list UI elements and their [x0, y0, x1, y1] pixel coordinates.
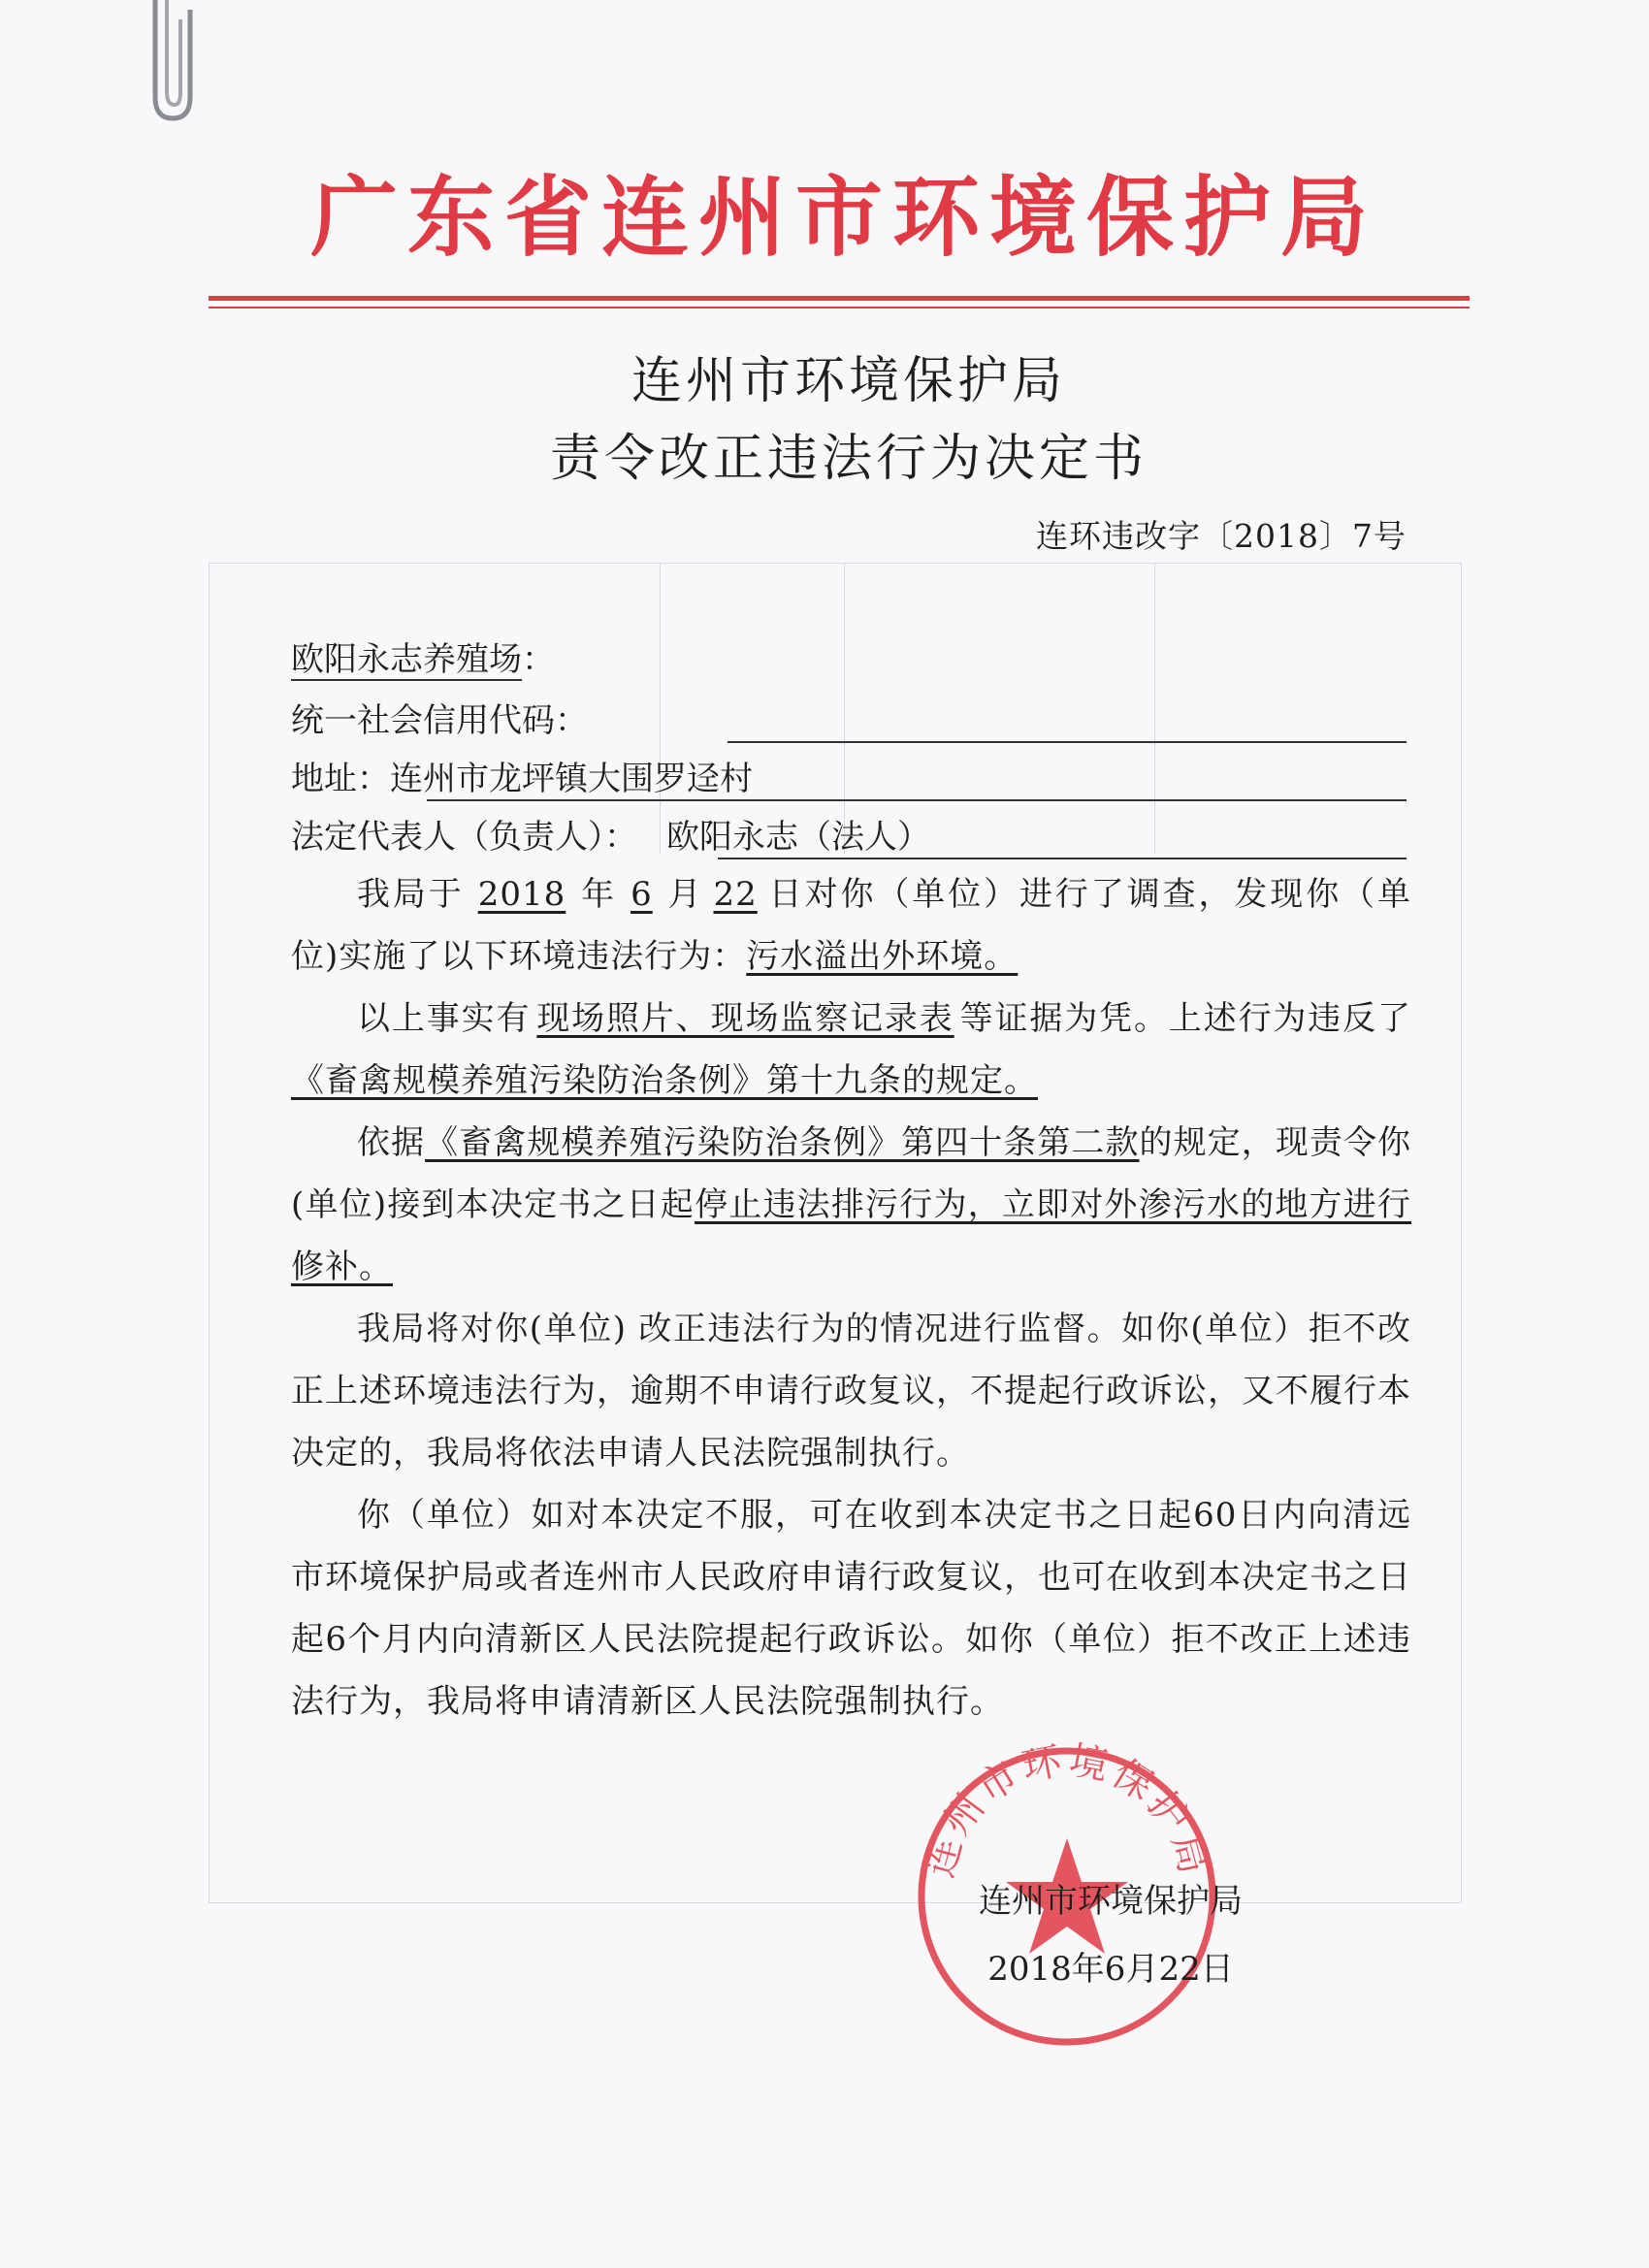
- text: 的规定，现责令你(单位)接到本决定书之日起: [291, 1123, 1412, 1224]
- credit-code-row: [291, 697, 1406, 745]
- violated-regulation: 《畜禽规模养殖污染防治条例》第十九条的规定。: [291, 1061, 1038, 1100]
- address-label: 地址：: [291, 760, 390, 798]
- recipient-name: 欧阳永志养殖场: [291, 640, 522, 679]
- paperclip-icon: [136, 0, 204, 126]
- credit-code-blank: [728, 741, 1406, 743]
- text: 以上事实有: [357, 999, 532, 1038]
- title-agency: 连州市环境保护局: [630, 352, 1066, 410]
- document-number: 连环违改字〔2018〕7号: [1036, 517, 1406, 555]
- decision-body: [291, 863, 1411, 1733]
- text: 依据: [357, 1123, 426, 1162]
- investigation-month: 6: [630, 875, 653, 914]
- seal-text: 连州市环境保护局: [917, 1737, 1217, 1883]
- investigation-year: 2018: [477, 875, 566, 914]
- signature-block: [936, 1867, 1285, 2003]
- letterhead: 广东省连州市环境保护局: [310, 167, 1377, 269]
- legal-basis: 《畜禽规模养殖污染防治条例》第四十条第二款: [425, 1123, 1140, 1162]
- representative-value: 欧阳永志（法人）: [666, 818, 930, 857]
- correction-order: 停止违法排污行为，立即对外渗污水的地方进行修补。: [291, 1185, 1411, 1286]
- text: 日对你（单位）进行了调查，发现你（单位)实施了以下环境违法行为：: [291, 875, 1412, 976]
- paragraph-appeal-rights: 你（单位）如对本决定不服，可在收到本决定书之日起60日内向清远市环境保护局或者连州市人民政府申请行政复议，也可在收到本决定书之日起6个月内向清新区人民法院提起行政诉讼。如你（单位）拒不改正上述违法行为，我局将申请清新区人民法院强制执行。: [291, 1496, 1411, 1721]
- text: 年: [579, 875, 618, 914]
- recipient-name-row: [291, 635, 1406, 684]
- paragraph-supervision: 我局将对你(单位) 改正违法行为的情况进行监督。如你(单位）拒不改正上述环境违法行为，逾期不申请行政复议，不提起行政诉讼，又不履行本决定的，我局将依法申请人民法院强制执行。: [291, 1310, 1411, 1473]
- investigation-day: 22: [713, 875, 758, 914]
- text: 月: [665, 875, 704, 914]
- representative-underline: [718, 858, 1406, 859]
- evidence-list: 现场照片、现场监察记录表: [536, 999, 954, 1038]
- letterhead-rule-thin: [209, 307, 1470, 308]
- address-value: 连州市龙坪镇大围罗迳村: [390, 760, 753, 798]
- letterhead-rule: [209, 296, 1470, 301]
- title-document: 责令改正违法行为决定书: [549, 430, 1148, 488]
- paragraph-evidence: [291, 988, 1411, 1112]
- text: 等证据为凭。上述行为违反了: [959, 999, 1412, 1038]
- representative-row: [291, 813, 1406, 861]
- signing-agency: 连州市环境保护局: [979, 1882, 1243, 1921]
- credit-code-label: 统一社会信用代码：: [291, 701, 588, 740]
- address-underline: [427, 799, 1406, 801]
- recipient-colon: ：: [522, 640, 555, 679]
- paragraph-investigation: [291, 863, 1411, 988]
- signing-date: 2018年6月22日: [987, 1950, 1234, 1989]
- text: 我局于: [357, 875, 465, 914]
- violation-description: 污水溢出外环境。: [746, 937, 1018, 976]
- address-row: [291, 755, 1406, 803]
- paragraph-order: [291, 1112, 1411, 1298]
- representative-label: 法定代表人（负责人）：: [291, 818, 637, 857]
